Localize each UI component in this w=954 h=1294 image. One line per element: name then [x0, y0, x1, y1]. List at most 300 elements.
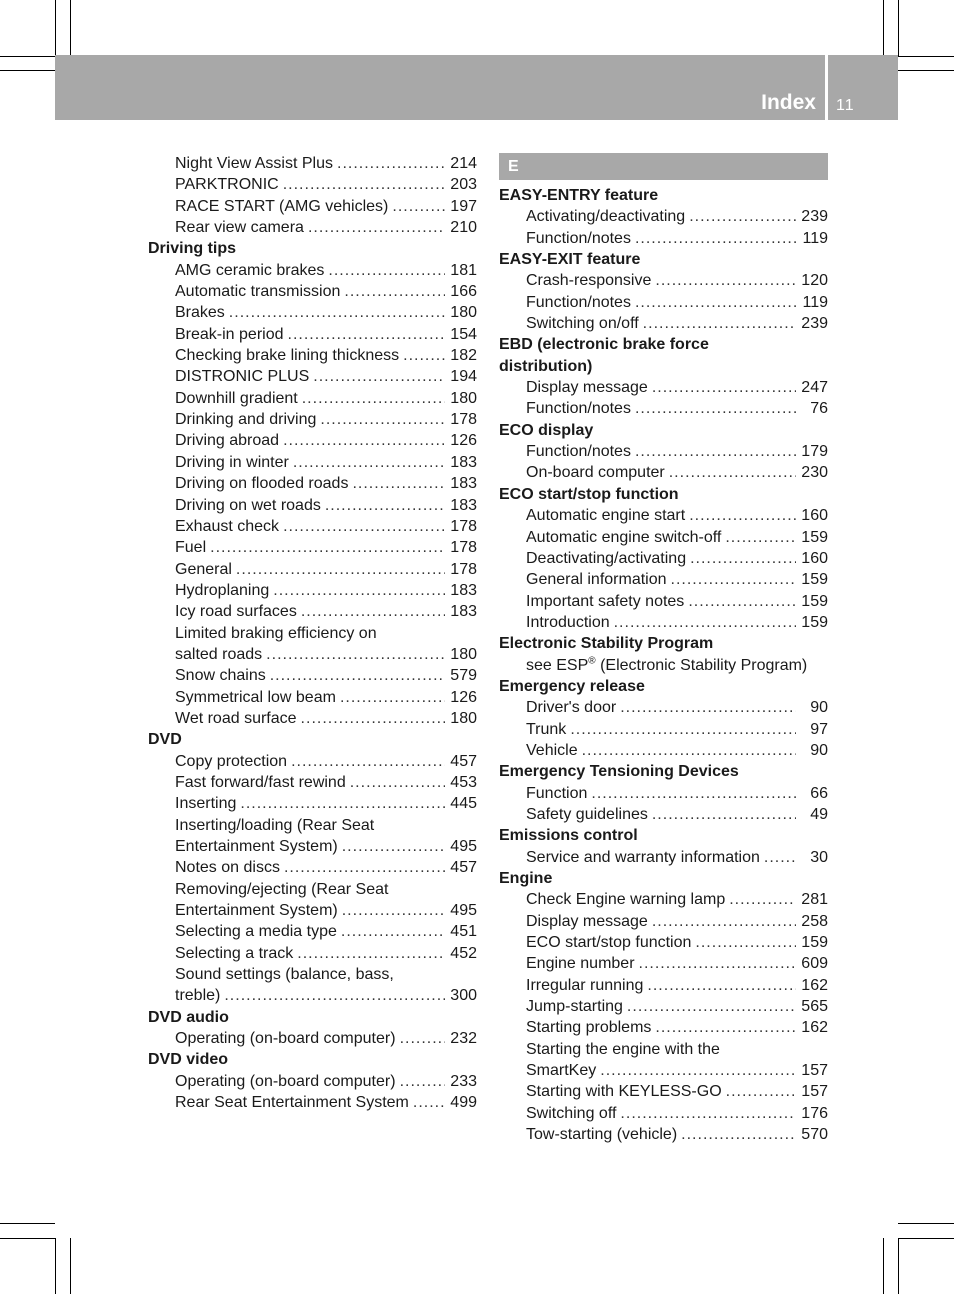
index-entry-label: Safety guidelines [526, 805, 648, 823]
leader-dots [273, 580, 445, 601]
index-entry-label: RACE START (AMG vehicles) [175, 197, 389, 215]
leader-dots [301, 708, 445, 729]
index-entry-label: Starting problems [526, 1019, 652, 1037]
index-entry-label: Entertainment System) [175, 838, 338, 855]
index-entry[interactable] [148, 430, 477, 451]
index-entry-label: Fuel [175, 539, 207, 557]
crop-mark [0, 70, 55, 71]
index-entry-label: Automatic engine switch-off [526, 528, 722, 546]
index-entry[interactable] [499, 527, 828, 548]
index-entry[interactable] [499, 1124, 828, 1145]
index-entry-label: Starting with KEYLESS-GO [526, 1083, 722, 1101]
leader-dots [655, 1017, 796, 1038]
index-entry[interactable] [499, 697, 828, 718]
index-entry[interactable] [499, 206, 828, 227]
index-entry-page: 180 [450, 709, 477, 727]
index-entry-label: Display message [526, 379, 648, 397]
index-entry[interactable] [148, 644, 477, 665]
index-heading: Driving tips [148, 240, 237, 258]
leader-dots [288, 324, 446, 345]
leader-dots [297, 943, 445, 964]
leader-dots [725, 527, 796, 548]
index-entry-page: 445 [450, 795, 477, 813]
index-entry-label: Notes on discs [175, 859, 280, 877]
index-entry-continued: Inserting/loading (Rear Seat [175, 816, 375, 834]
index-entry-label: treble) [175, 987, 221, 1005]
index-entry-label: Function/notes [526, 400, 631, 418]
index-entry-page: 239 [801, 315, 828, 333]
leader-dots [344, 281, 445, 302]
index-entry-page: 178 [450, 539, 477, 557]
leader-dots [652, 804, 796, 825]
index-entry[interactable] [148, 900, 477, 921]
index-entry-page: 232 [450, 1030, 477, 1048]
leader-dots [627, 996, 796, 1017]
index-entry[interactable] [499, 441, 828, 462]
index-entry[interactable] [499, 292, 828, 313]
index-entry-label: Trunk [526, 720, 567, 738]
leader-dots [582, 740, 796, 761]
leader-dots [224, 985, 445, 1006]
leader-dots [341, 921, 445, 942]
index-entry[interactable] [148, 495, 477, 516]
section-letter-bar: E [499, 153, 828, 180]
leader-dots [342, 836, 445, 857]
leader-dots [400, 1071, 445, 1092]
leader-dots [340, 687, 445, 708]
index-entry-page: 90 [810, 741, 828, 759]
index-entry[interactable] [499, 569, 828, 590]
index-entry[interactable] [148, 281, 477, 302]
index-entry-label: Introduction [526, 613, 610, 631]
index-entry-label: Icy road surfaces [175, 603, 297, 621]
index-entry-label: Rear Seat Entertainment System [175, 1094, 409, 1112]
index-entry[interactable] [499, 847, 828, 868]
index-entry-page: 457 [450, 752, 477, 770]
leader-dots [600, 1060, 796, 1081]
index-heading: DVD [148, 731, 182, 749]
index-entry-page: 183 [450, 475, 477, 493]
index-heading: Electronic Stability Program [499, 635, 714, 653]
index-entry[interactable] [148, 196, 477, 217]
index-entry[interactable] [148, 302, 477, 323]
index-entry-label: Selecting a media type [175, 923, 337, 941]
see-reference-suffix: (Electronic Stability Program) [595, 656, 808, 674]
index-entry-page: 210 [450, 219, 477, 237]
index-entry[interactable] [148, 1028, 477, 1049]
index-heading: ECO start/stop function [499, 485, 679, 503]
index-heading: EASY-EXIT feature [499, 251, 641, 269]
index-entry-page: 180 [450, 389, 477, 407]
page-number: 11 [836, 97, 855, 114]
leader-dots [283, 174, 445, 195]
leader-dots [400, 1028, 445, 1049]
index-entry-page: 162 [801, 1019, 828, 1037]
index-entry-page: 97 [810, 720, 828, 738]
index-heading: EASY-ENTRY feature [499, 187, 659, 204]
index-entry-page: 183 [450, 453, 477, 471]
page-title: Index [761, 91, 816, 114]
leader-dots [283, 516, 445, 537]
leader-dots [284, 857, 445, 878]
index-entry[interactable] [499, 783, 828, 804]
index-entry-page: 159 [801, 592, 828, 610]
index-entry[interactable] [499, 548, 828, 569]
leader-dots [671, 569, 796, 590]
index-entry[interactable] [499, 505, 828, 526]
leader-dots [647, 975, 796, 996]
index-entry-page: 214 [450, 155, 477, 172]
index-entry-label: Jump-starting [526, 998, 623, 1016]
index-entry[interactable] [499, 740, 828, 761]
leader-dots [689, 505, 796, 526]
leader-dots [350, 772, 445, 793]
index-entry-page: 203 [450, 176, 477, 194]
index-entry-label: Copy protection [175, 752, 288, 770]
index-entry-label: Check Engine warning lamp [526, 891, 726, 909]
index-entry[interactable] [499, 804, 828, 825]
index-entry-page: 197 [450, 197, 477, 215]
index-entry-label: Driving on wet roads [175, 496, 321, 514]
index-entry[interactable] [148, 559, 477, 580]
index-entry-page: 181 [450, 261, 477, 279]
index-entry-continued: Sound settings (balance, bass, [175, 966, 394, 984]
index-heading: Engine [499, 870, 553, 887]
leader-dots [266, 644, 445, 665]
index-entry[interactable] [148, 366, 477, 387]
index-entry[interactable] [148, 217, 477, 238]
index-entry-page: 178 [450, 517, 477, 535]
index-entry[interactable] [499, 1103, 828, 1124]
index-column-right [499, 153, 828, 1145]
index-heading: Emissions control [499, 827, 638, 845]
index-entry-page: 76 [810, 400, 828, 418]
index-entry[interactable] [499, 313, 828, 334]
index-entry-label: Function/notes [526, 229, 631, 247]
index-list-right [499, 185, 828, 1145]
index-entry[interactable] [148, 537, 477, 558]
leader-dots [229, 302, 445, 323]
index-entry-page: 495 [450, 902, 477, 920]
index-entry[interactable] [148, 452, 477, 473]
index-entry[interactable] [499, 398, 828, 419]
index-entry-page: 281 [801, 891, 828, 909]
index-entry[interactable] [499, 1060, 828, 1081]
leader-dots [620, 697, 796, 718]
index-heading: Emergency release [499, 677, 645, 695]
index-heading: DVD video [148, 1051, 229, 1069]
index-entry-page: 159 [801, 528, 828, 546]
index-entry-label: Rear view camera [175, 219, 304, 237]
see-reference-prefix: see ESP [526, 656, 589, 674]
index-entry-label: Function [526, 784, 588, 802]
index-entry-page: 457 [450, 859, 477, 877]
index-entry-page: 166 [450, 283, 477, 301]
index-entry[interactable] [148, 601, 477, 622]
index-entry[interactable] [148, 409, 477, 430]
crop-mark [898, 1223, 954, 1224]
leader-dots [403, 345, 445, 366]
index-entry[interactable] [148, 687, 477, 708]
index-entry[interactable] [148, 174, 477, 195]
index-entry-page: 49 [810, 805, 828, 823]
index-heading: DVD audio [148, 1008, 229, 1026]
index-entry-page: 183 [450, 496, 477, 514]
index-entry-page: 119 [802, 293, 828, 311]
index-entry[interactable] [148, 1071, 477, 1092]
index-entry[interactable] [499, 996, 828, 1017]
leader-dots [210, 537, 445, 558]
index-entry[interactable] [148, 516, 477, 537]
crop-mark [883, 0, 884, 56]
index-entry-page: 119 [802, 229, 828, 247]
index-entry-continued: Starting the engine with the [526, 1040, 720, 1058]
index-entry[interactable] [148, 324, 477, 345]
leader-dots [764, 847, 796, 868]
leader-dots [591, 783, 796, 804]
index-entry[interactable] [148, 751, 477, 772]
leader-dots [236, 559, 445, 580]
leader-dots [301, 601, 445, 622]
index-entry[interactable] [148, 345, 477, 366]
index-entry-page: 453 [450, 773, 477, 791]
index-entry-label: Crash-responsive [526, 272, 652, 290]
index-entry-label: General information [526, 571, 667, 589]
index-entry-page: 180 [450, 645, 477, 663]
crop-mark [55, 1238, 56, 1294]
index-entry-page: 157 [801, 1062, 828, 1080]
index-entry-page: 159 [801, 613, 828, 631]
index-entry-page: 154 [450, 325, 477, 343]
index-entry-page: 178 [450, 411, 477, 429]
index-entry-label: Snow chains [175, 667, 266, 685]
leader-dots [392, 196, 445, 217]
index-entry[interactable] [148, 388, 477, 409]
index-entry-label: Driving on flooded roads [175, 475, 349, 493]
index-entry-label: ECO start/stop function [526, 934, 692, 952]
leader-dots [337, 153, 445, 174]
index-entry-label: salted roads [175, 645, 263, 663]
index-entry-label: Activating/deactivating [526, 208, 686, 226]
index-entry[interactable] [148, 665, 477, 686]
leader-dots [635, 398, 796, 419]
index-entry-page: 451 [450, 923, 477, 941]
leader-dots [270, 665, 445, 686]
index-entry-page: 239 [801, 208, 828, 226]
leader-dots [652, 911, 796, 932]
leader-dots [308, 217, 445, 238]
index-entry-label: Tow-starting (vehicle) [526, 1126, 678, 1144]
index-entry[interactable] [499, 612, 828, 633]
index-entry-label: Selecting a track [175, 944, 294, 962]
index-heading: Emergency Tensioning Devices [499, 763, 739, 781]
leader-dots [413, 1092, 445, 1113]
index-entry-label: Function/notes [526, 443, 631, 461]
index-entry-label: Driving abroad [175, 432, 280, 450]
leader-dots [635, 441, 796, 462]
index-heading: distribution) [499, 357, 593, 375]
index-entry[interactable] [499, 377, 828, 398]
index-entry-label: Automatic transmission [175, 283, 341, 301]
leader-dots [669, 462, 796, 483]
index-entry-label: Symmetrical low beam [175, 688, 336, 706]
index-entry-label: Important safety notes [526, 592, 685, 610]
crop-mark [0, 1223, 55, 1224]
index-entry-label: Wet road surface [175, 709, 297, 727]
index-entry[interactable] [148, 772, 477, 793]
index-heading: EBD (electronic brake force [499, 336, 709, 354]
crop-mark [55, 0, 56, 56]
index-entry-label: Operating (on-board computer) [175, 1072, 396, 1090]
index-entry-label: SmartKey [526, 1062, 597, 1080]
index-entry[interactable] [499, 1081, 828, 1102]
index-entry[interactable] [499, 932, 828, 953]
index-entry-label: Driver's door [526, 699, 617, 717]
index-entry[interactable] [148, 153, 477, 174]
index-entry-label: Fast forward/fast rewind [175, 773, 346, 791]
index-entry-page: 183 [450, 603, 477, 621]
index-entry-label: Brakes [175, 304, 225, 322]
index-entry-page: 179 [801, 443, 828, 461]
leader-dots [635, 228, 796, 249]
leader-dots [726, 1081, 796, 1102]
index-entry[interactable] [499, 228, 828, 249]
index-entry-page: 126 [450, 688, 477, 706]
leader-dots [328, 260, 445, 281]
index-entry-page: 159 [801, 934, 828, 952]
index-entry-page: 66 [810, 784, 828, 802]
index-entry[interactable] [499, 953, 828, 974]
leader-dots [655, 270, 796, 291]
index-entry[interactable] [499, 911, 828, 932]
index-entry-page: 157 [801, 1083, 828, 1101]
leader-dots [293, 452, 445, 473]
index-entry-label: Checking brake lining thickness [175, 347, 400, 365]
index-entry-label: Hydroplaning [175, 581, 270, 599]
crop-mark [0, 1238, 56, 1239]
index-entry[interactable] [499, 462, 828, 483]
crop-mark [883, 1238, 884, 1294]
index-entry[interactable] [499, 591, 828, 612]
index-entry-label: Driving in winter [175, 453, 289, 471]
index-entry-page: 247 [801, 379, 828, 397]
header-separator [825, 55, 828, 120]
index-entry-page: 30 [810, 848, 828, 866]
index-entry-page: 609 [801, 955, 828, 973]
index-entry[interactable] [148, 985, 477, 1006]
index-entry[interactable] [148, 708, 477, 729]
index-entry-label: Inserting [175, 795, 237, 813]
leader-dots [681, 1124, 796, 1145]
index-entry-label: AMG ceramic brakes [175, 261, 325, 279]
crop-mark [70, 0, 71, 56]
index-entry-label: Engine number [526, 955, 635, 973]
leader-dots [688, 591, 796, 612]
index-entry-label: On-board computer [526, 464, 665, 482]
crop-mark [898, 1238, 899, 1294]
index-entry[interactable] [499, 1017, 828, 1038]
crop-mark [898, 56, 954, 57]
leader-dots [729, 889, 796, 910]
crop-mark [70, 1238, 71, 1294]
index-entry-continued: Limited braking efficiency on [175, 624, 377, 642]
index-entry[interactable] [148, 580, 477, 601]
index-see-reference[interactable] [499, 655, 828, 676]
leader-dots [639, 953, 796, 974]
leader-dots [240, 793, 445, 814]
leader-dots [643, 313, 796, 334]
index-entry-page: 162 [801, 976, 828, 994]
leader-dots [320, 409, 445, 430]
index-entry[interactable] [148, 943, 477, 964]
index-entry-page: 300 [450, 987, 477, 1005]
index-entry-label: Vehicle [526, 741, 578, 759]
index-entry-page: 565 [801, 998, 828, 1016]
index-entry-page: 120 [801, 272, 828, 290]
leader-dots [352, 473, 445, 494]
index-entry[interactable] [499, 889, 828, 910]
index-entry-label: Deactivating/activating [526, 549, 687, 567]
index-entry[interactable] [499, 719, 828, 740]
index-entry[interactable] [148, 260, 477, 281]
leader-dots [614, 612, 796, 633]
index-entry-page: 160 [801, 507, 828, 525]
index-entry-page: 159 [801, 571, 828, 589]
index-entry-page: 258 [801, 912, 828, 930]
index-entry[interactable] [499, 975, 828, 996]
registered-mark: ® [588, 655, 596, 667]
index-entry-label: Service and warranty information [526, 848, 760, 866]
index-entry-page: 579 [450, 667, 477, 685]
leader-dots [695, 932, 796, 953]
leader-dots [620, 1103, 796, 1124]
index-entry-page: 233 [450, 1072, 477, 1090]
index-entry[interactable] [499, 270, 828, 291]
index-entry-page: 230 [801, 464, 828, 482]
index-entry-label: General [175, 560, 232, 578]
index-entry-label: PARKTRONIC [175, 176, 279, 194]
leader-dots [325, 495, 445, 516]
index-entry[interactable] [148, 1092, 477, 1113]
index-entry[interactable] [148, 921, 477, 942]
index-entry-page: 126 [450, 432, 477, 450]
index-entry-page: 176 [801, 1104, 828, 1122]
index-entry[interactable] [148, 836, 477, 857]
index-heading: ECO display [499, 421, 594, 439]
crop-mark [898, 70, 954, 71]
index-entry[interactable] [148, 793, 477, 814]
index-entry-label: Operating (on-board computer) [175, 1030, 396, 1048]
index-entry-label: Drinking and driving [175, 411, 317, 429]
index-entry-page: 178 [450, 560, 477, 578]
index-entry-page: 180 [450, 304, 477, 322]
index-entry-page: 183 [450, 581, 477, 599]
leader-dots [302, 388, 445, 409]
leader-dots [291, 751, 445, 772]
leader-dots [689, 206, 796, 227]
leader-dots [652, 377, 796, 398]
leader-dots [283, 430, 445, 451]
leader-dots [313, 366, 445, 387]
index-entry[interactable] [148, 473, 477, 494]
index-entry[interactable] [148, 857, 477, 878]
crop-mark [0, 56, 56, 57]
index-entry-label: Automatic engine start [526, 507, 686, 525]
index-entry-page: 452 [450, 944, 477, 962]
index-entry-page: 90 [810, 699, 828, 717]
leader-dots [635, 292, 796, 313]
index-entry-label: Function/notes [526, 293, 631, 311]
